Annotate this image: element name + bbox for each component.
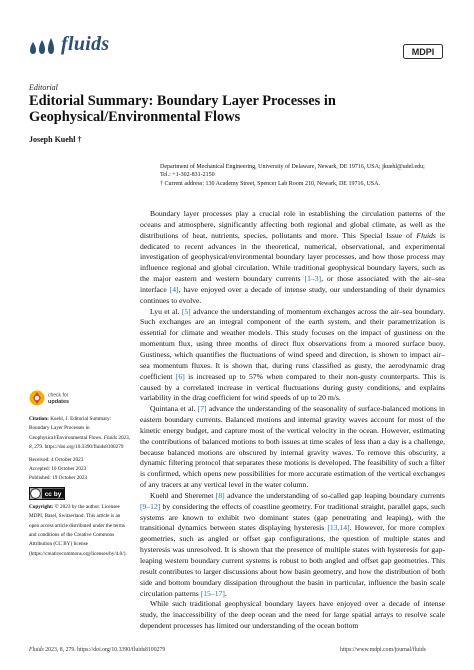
fluids-logo-icon [29,36,57,56]
reference-link[interactable]: [1–3] [304,274,322,284]
footer-journal-url[interactable]: https://www.mdpi.com/journal/fluids [340,647,426,653]
footer-citation [29,647,165,653]
citation-text: Kuehl, J. Editorial Summary: Boundary Layer Processes in Geophysical/Environmental Flows. [29,416,112,441]
body-text: advance the understanding of so-called gap leaping boundary currents [224,490,445,500]
author-name: Joseph Kuehl † [29,135,82,144]
affiliation-block [160,163,460,188]
reference-link[interactable]: [15–17] [200,588,225,598]
body-paragraph-2 [140,307,445,405]
body-text: is increased up to 57% when compared to their non-gusty counterparts. This is caused by a correlated increase in vertical fluctuations during gusty conditions, and explains variability in the drag coefficient for wind speeds of up to 20 m/s. [140,371,445,403]
citation-year: 2023, [117,434,131,441]
body-text: , have enjoyed over a decade of intense study, our understanding of their dynamics continues to evolve. [140,284,445,305]
reference-link[interactable]: [4] [169,284,179,294]
body-text: Lyu et al. [150,306,182,316]
body-paragraph-3 [140,404,445,491]
copyright-label: Copyright: [29,504,54,511]
reference-link[interactable]: [13,14] [327,523,350,533]
body-text: Boundary layer processes play a crucial role in establishing the circulation patterns of the oceans and atmosphere, significantly affecting both regional and global climate, as well as the distributions of heat, nutrients, species, pollutants and more. This Special Issue of [140,209,445,240]
citation-label: Citation: [29,416,49,422]
body-text: Kuehl and Sheremet [150,490,216,500]
affiliation-line: Department of Mechanical Engineering, University of Delaware, Newark, DE 19716, USA; jkuehl@udel.edu; [160,164,425,170]
affiliation-phone: Tel.: +1-302-831-2150 [160,172,215,179]
body-text: , or those associated with the air–sea interface [140,274,445,294]
copyright-text: © 2023 by the author. Licensee MDPI, Basel, Switzerland. This article is an open access article distributed under the terms and conditions of the Creative Commons Attribution (CC BY) license (https://creativecommons.org/licenses/by/4.0/). [29,504,127,557]
cc-label: cc by [44,491,62,499]
citation-journal: Fluids [103,434,118,441]
journal-name: fluids [61,33,110,55]
body-text: Quintana et al. [150,404,198,414]
article-type: Editorial [29,83,58,92]
reference-link[interactable]: [6] [175,371,185,381]
body-text: by considering the effects of coastline geometry. For traditional straight, parallel gaps, such systems are known to exhibit two dominant states (gap penetrating and leaping), with the transitional dynamics between states displaying hysteresis [140,501,445,533]
cc-by-license-badge[interactable] [29,487,65,500]
reference-link[interactable]: [9–12] [140,501,161,511]
mdpi-logo [403,44,443,59]
body-text: . [224,588,227,598]
citation-block [29,415,131,452]
article-body [140,209,445,632]
citation-volume: 8 [29,443,32,450]
body-text: . However, for more complex geometries, such as angled or offset gap configurations, the question of multiple states and hysteresis was unresolved. It is shown that the presence of multiple states with hysteresis for gap-leaping western boundary current systems is robust to both angled and offset gap geometries. This result contributes to larger discussions about how basin geometry, and how the distribution of both side and bottom boundary dissipation throughout the basin in particular, influence the basin scale circulation patterns [140,523,445,598]
body-paragraph-4 [140,491,445,599]
dates-block [29,456,131,484]
body-text: is dedicated to recent advances in the theoretical, numerical, observational, and experimental investigation of geophysical/environmental boundary layer processes, and how those process may influence regional and global circulation. While traditional geophysical boundary layers, such as the major eastern and western boundary currents [140,230,445,284]
reference-link[interactable]: [7] [197,404,207,414]
body-text: advance the understanding of the seasonality of surface-balanced motions in eastern boundary currents. Balanced motions and internal gravity waves account for most of the kinetic energy budget, and capture most of the vertical velocity in the ocean. However, estimating the contributions of balanced motions to both issues at time scales of less than a day is a challenge, because balanced motions are obscured by internal gravity waves. To remove this obscurity, a dynamic filtering protocol that separates these motions is developed. The feasibility of such a filter is confirmed, which opens new possibilities for more accurate estimation of the vertical exchanges of any tracers at any vertical level in the water column. [140,404,445,490]
article-title: Editorial Summary: Boundary Layer Processes in Geophysical/Environmental Flows [29,93,336,125]
body-text: advance the understanding of momentum exchanges across the air–sea boundary. Such exchanges are an integral component of the earth system, and their parametrization is essential for climate and weather models. This study focuses on the impact of gustiness on the momentum flux, using three months of direct flux observations from a moored surface buoy. Gustiness, which quantifies the fluctuations of wind speed and direction, is shown to impact air–sea momentum fluxes. It is shown that, during runs classified as gusty, the aerodynamic drag coefficient [140,306,445,381]
journal-italic: Fluids [416,230,436,240]
body-text: While such traditional geophysical boundary layers have enjoyed over a decade of intense study, the inaccessibility of the deep ocean and the need for large spatial arrays to resolve scale dependent processes has limited our understanding of the ocean bottom [140,599,445,631]
updates-word-text: updates [48,399,70,405]
article-info-sidebar [29,415,131,562]
check-for-updates-badge[interactable] [29,389,75,407]
affiliation-current-address: † Current address: 130 Academy Street, Spencer Lab Room 210, Newark, DE 19716, USA. [160,180,380,187]
accepted-date: Accepted: 10 October 2023 [29,465,87,472]
received-date: Received: 4 October 2023 [29,456,84,463]
updates-check-text: check for [48,392,69,399]
body-paragraph-5 [140,599,445,632]
mdpi-label: MDPI [411,47,435,57]
footer-citation-text[interactable]: 2023, 8, 279. https://doi.org/10.3390/fluids8100279 [43,647,166,653]
copyright-block [29,503,131,559]
reference-link[interactable]: [5] [181,306,191,316]
reference-link[interactable]: [8] [215,490,225,500]
citation-doi[interactable]: , 279. https://doi.org/10.3390/fluids8100279 [31,443,124,450]
published-date: Published: 19 October 2023 [29,475,88,482]
footer-journal: Fluids [29,647,44,653]
body-paragraph-1 [140,209,445,307]
